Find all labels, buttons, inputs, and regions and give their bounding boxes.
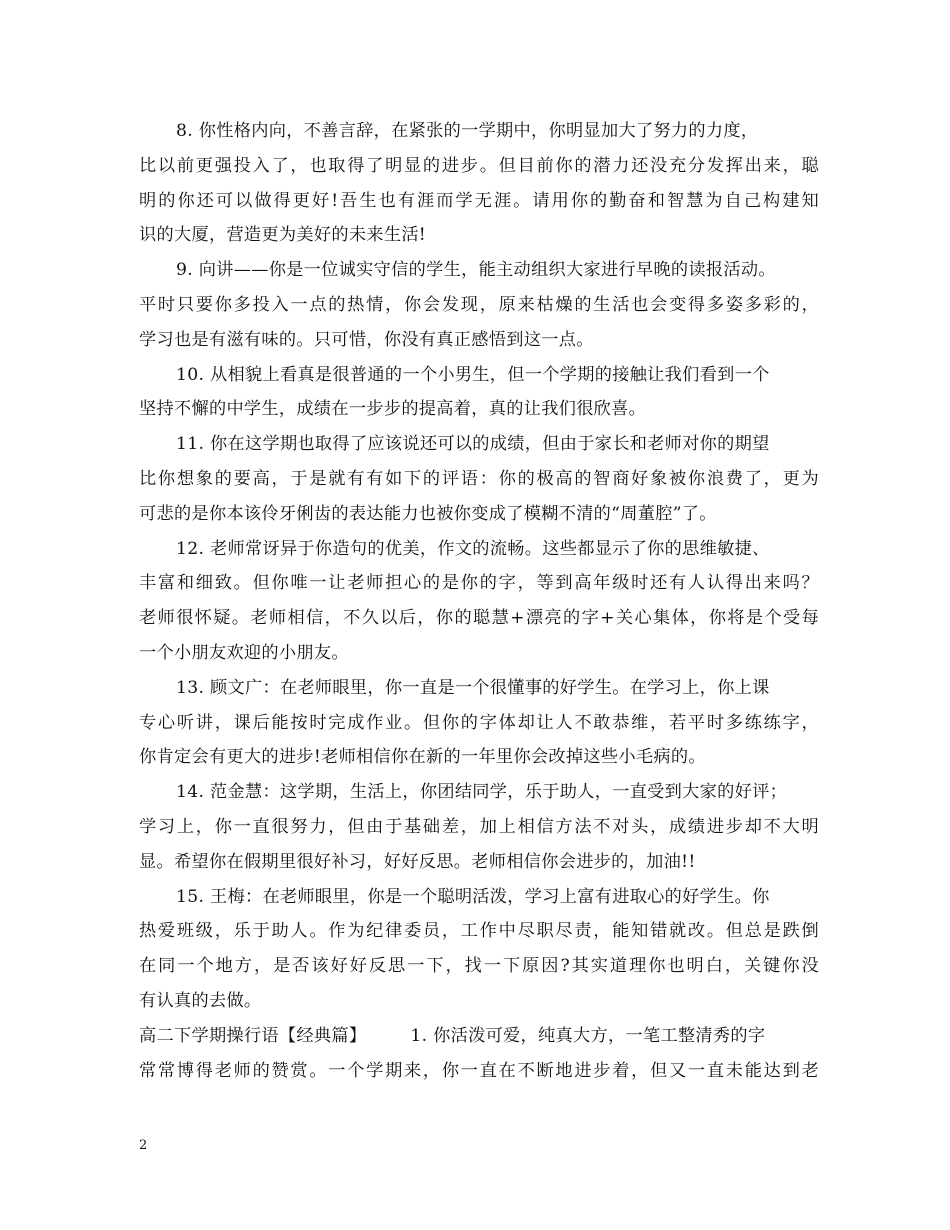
paragraph-line: 比你想象的要高，于是就有有如下的评语：你的极高的智商好象被你浪费了，更为 xyxy=(139,468,819,489)
paragraph-line: 你肯定会有更大的进步!老师相信你在新的一年里你会改掉这些小毛病的。 xyxy=(139,747,706,768)
section-heading: 高二下学期操行语【经典篇】 xyxy=(139,1025,367,1046)
paragraph-line: 老师很怀疑。老师相信，不久以后，你的聪慧+漂亮的字+关心集体，你将是个受每 xyxy=(139,608,819,629)
section-heading-line xyxy=(139,1019,819,1054)
paragraph-line: 学习上，你一直很努力，但由于基础差，加上相信方法不对头，成绩进步却不大明 xyxy=(139,816,819,837)
paragraph-line: 比以前更强投入了，也取得了明显的进步。但目前你的潜力还没充分发挥出来，聪 xyxy=(139,155,819,176)
paragraph-line: 热爱班级，乐于助人。作为纪律委员，工作中尽职尽责，能知错就改。但总是跌倒 xyxy=(139,921,819,942)
paragraph-line: 显。希望你在假期里很好补习，好好反思。老师相信你会进步的，加油!! xyxy=(139,851,696,872)
paragraph-line: 常常博得老师的赞赏。一个学期来，你一直在不断地进步着，但又一直未能达到老 xyxy=(139,1060,819,1081)
paragraph-line: 14. 范金慧：这学期，生活上，你团结同学，乐于助人，一直受到大家的好评； xyxy=(176,782,788,803)
document-body xyxy=(139,114,819,1088)
paragraph-line: 有认真的去做。 xyxy=(139,990,262,1011)
paragraph-line: 10. 从相貌上看真是很普通的一个小男生，但一个学期的接触让我们看到一个 xyxy=(176,364,770,385)
paragraph-line: 丰富和细致。但你唯一让老师担心的是你的字，等到高年级时还有人认得出来吗？ xyxy=(139,573,819,594)
paragraph-line: 12. 老师常讶异于你造句的优美，作文的流畅。这些都显示了你的思维敏捷、 xyxy=(176,538,770,559)
paragraph-line: 在同一个地方，是否该好好反思一下，找一下原因?其实道理你也明白，关键你没 xyxy=(139,956,819,977)
paragraph-line: 11. 你在这学期也取得了应该说还可以的成绩，但由于家长和老师对你的期望 xyxy=(176,434,770,455)
paragraph-line: 明的你还可以做得更好!吾生也有涯而学无涯。请用你的勤奋和智慧为自己构建知 xyxy=(139,190,819,211)
section-first-item: 1. 你活泼可爱，纯真大方，一笔工整清秀的字 xyxy=(410,1025,766,1046)
paragraph-line: 13. 顾文广：在老师眼里，你一直是一个很懂事的好学生。在学习上，你上课 xyxy=(176,677,770,698)
paragraph-line: 专心听讲，课后能按时完成作业。但你的字体却让人不敢恭维，若平时多练练字， xyxy=(139,712,819,733)
paragraph-line: 15. 王梅：在老师眼里，你是一个聪明活泼，学习上富有进取心的好学生。你 xyxy=(176,886,770,907)
paragraph-line: 学习也是有滋有味的。只可惜，你没有真正感悟到这一点。 xyxy=(139,329,594,350)
paragraph-line: 平时只要你多投入一点的热情，你会发现，原来枯燥的生活也会变得多姿多彩的， xyxy=(139,294,819,315)
paragraph-line: 8. 你性格内向，不善言辞，在紧张的一学期中，你明显加大了努力的力度， xyxy=(176,121,759,141)
page-number: 2 xyxy=(139,1138,148,1153)
paragraph-line: 坚持不懈的中学生，成绩在一步步的提高着，真的让我们很欣喜。 xyxy=(139,399,647,420)
paragraph-line: 识的大厦，营造更为美好的未来生活! xyxy=(139,225,427,246)
paragraph-line: 可悲的是你本该伶牙俐齿的表达能力也被你变成了模糊不清的“周董腔”了。 xyxy=(139,503,717,524)
paragraph-line: 9. 向讲——你是一位诚实守信的学生，能主动组织大家进行早晚的读报活动。 xyxy=(176,260,776,281)
paragraph-line: 一个小朋友欢迎的小朋友。 xyxy=(139,642,349,663)
